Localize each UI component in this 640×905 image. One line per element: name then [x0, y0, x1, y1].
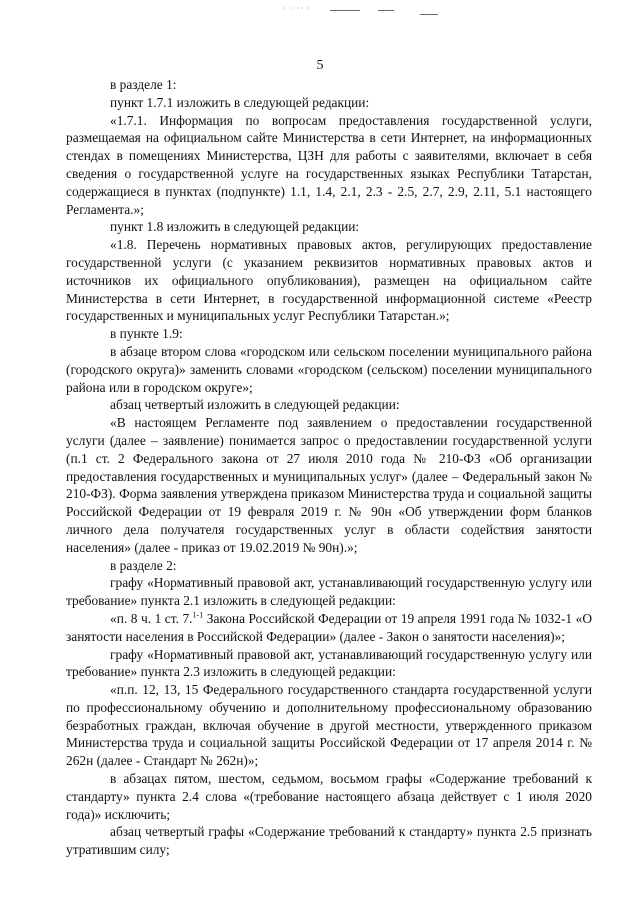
- paragraph: в разделе 1:: [110, 77, 177, 92]
- paragraph: пункт 1.7.1 изложить в следующей редакции:: [110, 94, 370, 110]
- paragraph: «п.п. 12, 13, 15 Федерального государственного стандарта государственной услуги по профессиональному обучению и дополнительному профессиональному образованию безработных граждан, включая обучение в другой местности, утвержденного приказом Министерства труда и социальной защиты Российской Федерации от 17 апреля 2014 г. № 262н (далее - Стандарт № 262н)»;: [66, 682, 592, 769]
- scan-artifact-mark: · · ·· ·: [283, 4, 311, 13]
- paragraph: графу «Нормативный правовой акт, устанавливающий государственную услугу или требование» пункта 2.3 изложить в следующей редакции:: [66, 646, 592, 680]
- paragraph: в пункте 1.9:: [110, 326, 183, 342]
- paragraph: «1.7.1. Информация по вопросам предоставления государственной услуги, размещаемая на официальном сайте Министерства в сети Интернет, на информационных стендах в помещениях Министерства, ЦЗН для работы с заявителями, включает в себя сведения о государственной услуге на государственных языках Республики Татарстан, содержащиеся в пунктах (подпункте) 1.1, 1.4, 2.1, 2.3 - 2.5, 2.7, 2.9, 2.11, 5.1 настоящего Регламента.»;: [66, 112, 592, 217]
- paragraph: «1.8. Перечень нормативных правовых актов, регулирующих предоставление государственной услуги (с указанием реквизитов нормативных правовых актов и источников их официального опубликования), размещен на официальном сайте Министерства в сети Интернет, в государственной информационной системе «Реестр государственных и муниципальных услуг Республики Татарстан.»;: [66, 237, 592, 324]
- paragraph: в абзаце втором слова «городском или сельском поселении муниципального района (городского округа)» заменить словами «городском (сельском) поселении муниципального района или в городском округе»;: [66, 343, 592, 395]
- article-superscript: 1-1: [192, 610, 204, 620]
- scan-artifact-line: [420, 14, 438, 15]
- paragraph: в разделе 2:: [110, 557, 177, 573]
- page-number: 5: [316, 58, 324, 73]
- paragraph-text-after: Закона Российской Федерации от 19 апреля 1991 года № 1032-1 «О занятости населения в Российской Федерации» (далее - Закон о занятости населения)»;: [66, 610, 593, 644]
- paragraph: [66, 610, 592, 646]
- paragraph: в абзацах пятом, шестом, седьмом, восьмом графы «Содержание требований к стандарту» пункта 2.4 слова «(требование настоящего абзаца действует с 1 июля 2020 года)» исключить;: [66, 771, 592, 822]
- paragraph-text-before: «п. 8 ч. 1 ст. 7.: [110, 610, 193, 626]
- scan-artifact-line: [330, 10, 360, 11]
- paragraph: графу «Нормативный правовой акт, устанавливающий государственную услугу или требование» пункта 2.1 изложить в следующей редакции:: [66, 575, 592, 609]
- paragraph: абзац четвертый изложить в следующей редакции:: [110, 397, 400, 413]
- scan-artifact-line: [378, 10, 394, 11]
- paragraph: абзац четвертый графы «Содержание требований к стандарту» пункта 2.5 признать утратившим силу;: [66, 824, 592, 858]
- paragraph: «В настоящем Регламенте под заявлением о предоставлении государственной услуги (далее – заявление) понимается запрос о предоставлении государственной услуги (п.1 ст. 2 Федерального закона от 27 июля 2010 года № 210-ФЗ «Об организации предоставления государственных и муниципальных услуг» (далее – Федеральный закон № 210-ФЗ). Форма заявления утверждена приказом Министерства труда и социальной защиты Российской Федерации от 19 февраля 2019 г. № 90н «Об утверждении форм бланков личного дела получателя государственных услуг в области содействия занятости населения» (далее - приказ от 19.02.2019 № 90н).»;: [66, 415, 592, 555]
- document-body: [66, 76, 592, 859]
- paragraph: пункт 1.8 изложить в следующей редакции:: [110, 219, 360, 235]
